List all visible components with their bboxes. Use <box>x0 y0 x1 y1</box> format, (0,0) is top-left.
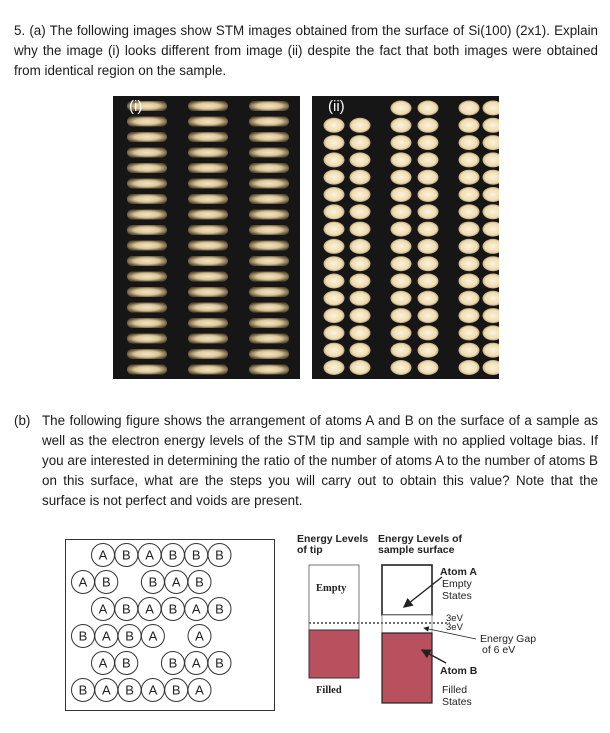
stm-bright-row <box>249 225 289 235</box>
stm-bright-row <box>249 179 289 189</box>
stm-bright-dot <box>350 343 371 358</box>
stm-bright-dot <box>483 239 500 254</box>
stm-bright-row <box>249 287 289 297</box>
stm-bright-dot <box>324 170 345 185</box>
stm-bright-row <box>127 349 167 359</box>
stm-bright-dot <box>391 135 412 150</box>
question-b-text: The following figure shows the arrangement of atoms A and B on the surface of a sample as well as the electron energy levels of the STM tip and sample with no applied voltage bias. If you are interested in determining the ratio of the number of atoms A to the number of atoms B on this surface, what are the steps you will carry out to obtain this value? Note that the surface is not perfect and voids are present. <box>42 413 598 508</box>
stm-bright-dot <box>350 360 371 375</box>
stm-image-label: (ii) <box>328 98 345 115</box>
stm-bright-dot <box>324 343 345 358</box>
atom-label: B <box>168 655 178 671</box>
stm-bright-dot <box>483 118 500 133</box>
stm-bright-dot <box>391 239 412 254</box>
stm-bright-dot <box>350 256 371 271</box>
stm-bright-dot <box>391 325 412 340</box>
stm-bright-row <box>127 365 167 375</box>
atom-label: B <box>195 574 204 590</box>
stm-bright-row <box>188 101 228 111</box>
stm-bright-dot <box>483 135 500 150</box>
atom-label: B <box>125 682 134 698</box>
stm-bright-row <box>188 148 228 158</box>
stm-bright-row <box>249 334 289 344</box>
stm-bright-dot <box>459 170 480 185</box>
stm-bright-row <box>188 287 228 297</box>
stm-bright-dot <box>391 187 412 202</box>
energy-gap-line-1: Energy Gap <box>480 633 537 645</box>
stm-image-1-graphic <box>113 96 300 379</box>
stm-bright-dot <box>324 118 345 133</box>
stm-bright-dot <box>483 256 500 271</box>
atom-label: B <box>215 601 224 617</box>
stm-bright-dot <box>350 222 371 237</box>
stm-bright-row <box>127 117 167 127</box>
stm-bright-row <box>188 349 228 359</box>
stm-bright-row <box>188 132 228 142</box>
stm-bright-dot <box>391 118 412 133</box>
stm-bright-dot <box>324 291 345 306</box>
stm-bright-row <box>188 241 228 251</box>
question-a-text: 5. (a) The following images show STM images obtained from the surface of Si(100) (2x1). Explain why the image (i) looks different from image (ii) despite the fact that both images were obtained from identical region on the sample. <box>14 23 598 79</box>
atom-label: B <box>191 547 201 563</box>
stm-bright-dot <box>459 256 480 271</box>
stm-bright-dot <box>391 256 412 271</box>
stm-bright-row <box>127 179 167 189</box>
energy-gap-line-2: of 6 eV <box>482 644 516 656</box>
atom-label: B <box>101 574 111 590</box>
stm-bright-row <box>249 256 289 266</box>
stm-bright-dot <box>483 343 500 358</box>
atom-label: B <box>78 682 88 698</box>
stm-bright-dot <box>418 308 439 323</box>
stm-bright-row <box>249 132 289 142</box>
tip-filled-level <box>309 630 359 678</box>
stm-bright-row <box>188 163 228 173</box>
stm-bright-dot <box>350 187 371 202</box>
stm-bright-dot <box>324 135 345 150</box>
atom-label: A <box>195 628 204 644</box>
atom-label: B <box>168 601 178 617</box>
gap-upper-label: 3eV <box>446 613 463 624</box>
sample-title-line-2: sample surface <box>378 544 455 556</box>
tip-empty-label: Empty <box>316 583 347 594</box>
stm-bright-dot <box>418 360 439 375</box>
tip-empty-level <box>309 565 359 630</box>
atom-label: A <box>145 601 154 617</box>
tip-title-line-2: of tip <box>297 544 323 556</box>
stm-bright-dot <box>483 308 500 323</box>
atom-label: A <box>148 628 158 644</box>
stm-bright-row <box>127 194 167 204</box>
atom-label: B <box>78 628 88 644</box>
stm-bright-dot <box>350 152 371 167</box>
stm-bright-row <box>188 365 228 375</box>
stm-bright-dot <box>459 135 480 150</box>
stm-bright-row <box>188 334 228 344</box>
atom-label: B <box>121 547 131 563</box>
stm-bright-dot <box>418 222 439 237</box>
stm-bright-dot <box>418 101 439 116</box>
atom-label: A <box>195 682 204 698</box>
sample-title-line-1: Energy Levels of <box>378 533 463 545</box>
filled-states-line-2: States <box>442 696 472 708</box>
stm-bright-dot <box>391 343 412 358</box>
stm-bright-dot <box>483 325 500 340</box>
stm-bright-row <box>249 349 289 359</box>
stm-bright-row <box>249 117 289 127</box>
atom-lattice-diagram <box>65 539 275 711</box>
stm-bright-dot <box>324 360 345 375</box>
atom-label: B <box>215 655 224 671</box>
stm-bright-dot <box>459 118 480 133</box>
stm-bright-row <box>249 241 289 251</box>
stm-bright-dot <box>459 308 480 323</box>
stm-bright-row <box>188 179 228 189</box>
stm-bright-row <box>188 303 228 313</box>
stm-bright-dot <box>459 222 480 237</box>
stm-bright-dot <box>350 308 371 323</box>
stm-image-label: (i) <box>129 98 143 115</box>
stm-image-filled-states <box>113 96 300 379</box>
atom-label: A <box>101 682 111 698</box>
stm-bright-dot <box>391 222 412 237</box>
stm-bright-dot <box>483 204 500 219</box>
stm-bright-row <box>188 210 228 220</box>
stm-bright-dot <box>391 291 412 306</box>
stm-bright-dot <box>350 325 371 340</box>
stm-bright-row <box>127 287 167 297</box>
stm-bright-dot <box>350 118 371 133</box>
stm-bright-dot <box>350 274 371 289</box>
tip-title-line-1: Energy Levels <box>297 533 369 545</box>
atom-label: A <box>98 547 108 563</box>
stm-bright-dot <box>483 170 500 185</box>
stm-bright-row <box>249 303 289 313</box>
stm-bright-row <box>249 210 289 220</box>
stm-bright-dot <box>418 274 439 289</box>
stm-bright-dot <box>350 170 371 185</box>
stm-bright-dot <box>483 187 500 202</box>
stm-bright-dot <box>459 152 480 167</box>
tip-filled-label: Filled <box>316 685 342 696</box>
stm-bright-dot <box>459 239 480 254</box>
atom-a-label: Atom A <box>440 566 477 578</box>
stm-bright-dot <box>483 274 500 289</box>
stm-bright-dot <box>483 152 500 167</box>
stm-bright-dot <box>418 170 439 185</box>
stm-bright-row <box>188 194 228 204</box>
question-b-number: (b) <box>14 413 31 428</box>
stm-bright-dot <box>459 343 480 358</box>
stm-bright-row <box>127 334 167 344</box>
atom-label: B <box>121 601 131 617</box>
stm-bright-dot <box>459 101 480 116</box>
stm-bright-dot <box>418 118 439 133</box>
stm-bright-dot <box>418 135 439 150</box>
atom-label: B <box>168 547 178 563</box>
stm-bright-row <box>249 272 289 282</box>
stm-bright-dot <box>324 239 345 254</box>
stm-bright-dot <box>391 204 412 219</box>
stm-bright-row <box>127 318 167 328</box>
stm-bright-dot <box>418 325 439 340</box>
stm-bright-dot <box>459 360 480 375</box>
stm-bright-dot <box>350 291 371 306</box>
atom-label: A <box>191 601 201 617</box>
atom-label: B <box>148 574 158 590</box>
stm-bright-dot <box>350 204 371 219</box>
stm-bright-dot <box>350 135 371 150</box>
stm-bright-dot <box>459 274 480 289</box>
stm-bright-row <box>127 225 167 235</box>
atom-label: A <box>171 574 181 590</box>
atom-label: B <box>171 682 181 698</box>
sample-filled-states-box <box>382 633 432 703</box>
stm-bright-row <box>127 148 167 158</box>
stm-bright-dot <box>459 325 480 340</box>
filled-states-line-1: Filled <box>442 684 468 696</box>
stm-bright-row <box>188 256 228 266</box>
atom-label: A <box>98 655 108 671</box>
atom-label: A <box>78 574 88 590</box>
stm-bright-dot <box>459 204 480 219</box>
stm-bright-dot <box>418 239 439 254</box>
stm-bright-row <box>127 210 167 220</box>
stm-bright-row <box>249 194 289 204</box>
stm-image-empty-states <box>312 96 499 379</box>
stm-bright-dot <box>391 274 412 289</box>
stm-bright-dot <box>418 204 439 219</box>
stm-bright-dot <box>324 325 345 340</box>
gap-lower-label: 3eV <box>446 622 463 633</box>
stm-bright-row <box>127 132 167 142</box>
stm-bright-dot <box>391 308 412 323</box>
stm-bright-dot <box>418 291 439 306</box>
stm-bright-row <box>249 365 289 375</box>
stm-bright-dot <box>418 256 439 271</box>
empty-states-line-1: Empty <box>442 578 472 590</box>
atom-b-label: Atom B <box>440 665 478 677</box>
stm-bright-dot <box>391 170 412 185</box>
stm-bright-row <box>188 117 228 127</box>
stm-bright-row <box>127 303 167 313</box>
stm-bright-row <box>127 163 167 173</box>
empty-states-line-2: States <box>442 590 472 602</box>
stm-bright-dot <box>391 360 412 375</box>
stm-bright-row <box>127 256 167 266</box>
stm-bright-row <box>249 318 289 328</box>
stm-bright-dot <box>324 222 345 237</box>
stm-bright-row <box>188 272 228 282</box>
question-b <box>14 411 598 511</box>
stm-image-2-graphic <box>312 96 499 379</box>
stm-bright-row <box>127 241 167 251</box>
stm-bright-dot <box>324 204 345 219</box>
atom-label: A <box>148 682 158 698</box>
stm-bright-dot <box>324 256 345 271</box>
stm-bright-dot <box>483 291 500 306</box>
stm-bright-row <box>249 148 289 158</box>
stm-bright-dot <box>324 308 345 323</box>
atom-label: A <box>145 547 154 563</box>
stm-bright-dot <box>391 101 412 116</box>
atom-label: A <box>101 628 111 644</box>
stm-bright-dot <box>459 291 480 306</box>
stm-bright-dot <box>483 222 500 237</box>
stm-bright-dot <box>350 239 371 254</box>
atom-label: A <box>191 655 201 671</box>
stm-bright-row <box>127 272 167 282</box>
stm-bright-dot <box>391 152 412 167</box>
atom-label: B <box>125 628 134 644</box>
atom-label: B <box>215 547 224 563</box>
stm-bright-row <box>188 318 228 328</box>
stm-bright-dot <box>483 101 500 116</box>
stm-bright-dot <box>324 152 345 167</box>
stm-bright-dot <box>483 360 500 375</box>
stm-bright-row <box>188 225 228 235</box>
stm-bright-dot <box>324 187 345 202</box>
stm-bright-row <box>249 101 289 111</box>
stm-bright-dot <box>418 187 439 202</box>
stm-bright-dot <box>418 343 439 358</box>
stm-bright-dot <box>459 187 480 202</box>
atom-label: A <box>98 601 108 617</box>
atom-label: B <box>121 655 131 671</box>
stm-bright-dot <box>324 274 345 289</box>
stm-bright-dot <box>418 152 439 167</box>
stm-bright-row <box>249 163 289 173</box>
